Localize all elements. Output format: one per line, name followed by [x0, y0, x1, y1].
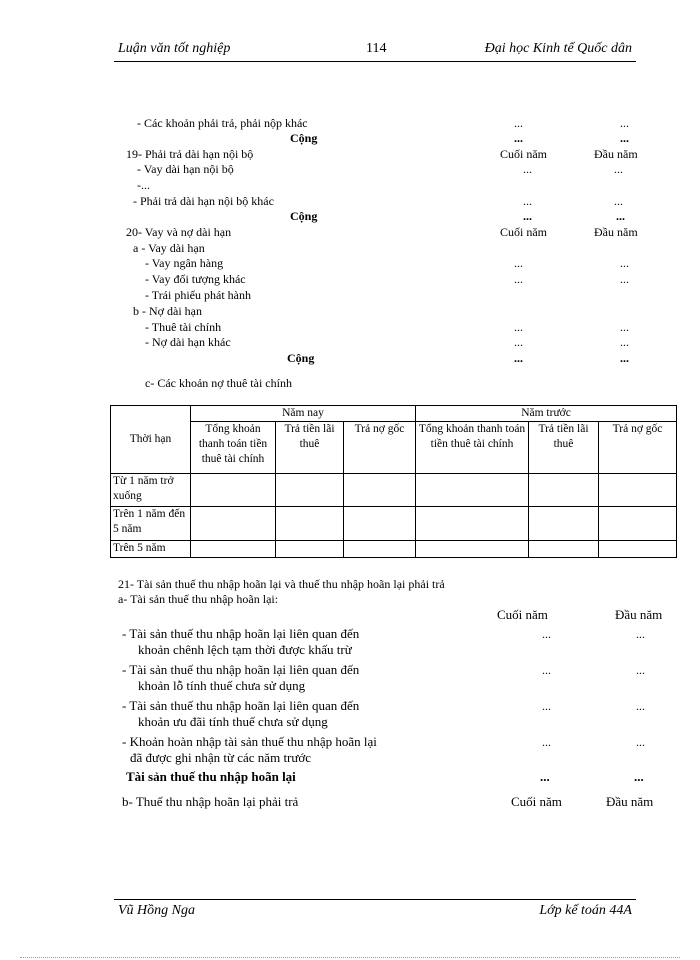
value-end: ... [514, 320, 523, 334]
total-label: Cộng [290, 209, 318, 223]
item-ellipsis: -... [137, 178, 150, 192]
th-principal: Trả nợ gốc [344, 422, 416, 474]
cell [599, 507, 677, 541]
col-end-year: Cuối năm [497, 607, 548, 622]
table-row [111, 541, 677, 558]
cell [344, 507, 416, 541]
section-20-title: 20- Vay và nợ dài hạn [126, 225, 232, 239]
value-begin: ... [620, 116, 629, 130]
total-begin: ... [620, 351, 629, 365]
cell [529, 474, 599, 507]
value-begin: ... [620, 320, 629, 334]
total-begin: ... [616, 209, 625, 223]
total-label: Cộng [287, 351, 315, 365]
th-principal: Trả nợ gốc [599, 422, 677, 474]
footer-rule [114, 899, 636, 900]
value-end: ... [514, 335, 523, 349]
sub-a-title: a- Tài sản thuế thu nhập hoãn lại: [118, 592, 279, 606]
item-3-line-2: khoản ưu đãi tính thuế chưa sử dụng [138, 714, 328, 729]
footer-left: Vũ Hồng Nga [118, 903, 195, 918]
table-row [111, 507, 677, 541]
total-end: ... [514, 131, 523, 145]
value-end: ... [542, 735, 551, 749]
cell [416, 541, 529, 558]
th-this-year: Năm nay [191, 406, 416, 422]
th-total-payment: Tổng khoản thanh toán tiền thuê tài chính [191, 422, 276, 474]
total-deferred-tax-assets: Tài sản thuế thu nhập hoãn lại [126, 769, 296, 784]
th-interest: Trả tiền lãi thuê [529, 422, 599, 474]
col-end-year: Cuối năm [511, 794, 562, 809]
total-end: ... [540, 769, 550, 784]
item-2-line-2: khoản lỗ tính thuế chưa sử dụng [138, 678, 306, 693]
value-begin: ... [636, 699, 645, 713]
item-other-payables: - Các khoản phải trả, phải nộp khác [137, 116, 308, 130]
total-begin: ... [620, 131, 629, 145]
value-begin: ... [620, 272, 629, 286]
cell [599, 541, 677, 558]
sub-a-title: a - Vay dài hạn [133, 241, 205, 255]
value-end: ... [514, 256, 523, 270]
cell [276, 474, 344, 507]
value-begin: ... [636, 627, 645, 641]
cell [191, 507, 276, 541]
cell [344, 474, 416, 507]
item-bonds: - Trái phiếu phát hành [145, 288, 251, 302]
item-bank-loan: - Vay ngân hàng [145, 256, 224, 270]
cell [416, 507, 529, 541]
row-label: Trên 5 năm [111, 541, 191, 558]
cell [344, 541, 416, 558]
item-4-line-1: - Khoản hoàn nhập tài sản thuế thu nhập hoãn lại [122, 734, 377, 749]
value-end: ... [523, 194, 532, 208]
total-end: ... [514, 351, 523, 365]
value-begin: ... [614, 162, 623, 176]
th-period: Thời hạn [111, 406, 191, 474]
table-row [111, 474, 677, 507]
value-end: ... [542, 627, 551, 641]
cell [276, 541, 344, 558]
col-begin-year: Đầu năm [615, 607, 663, 622]
header-right: Đại học Kinh tế Quốc dân [484, 41, 632, 56]
th-last-year: Năm trước [416, 406, 677, 422]
value-end: ... [542, 663, 551, 677]
total-begin: ... [634, 769, 644, 784]
item-1-line-2: khoản chênh lệch tạm thời được khấu trừ [138, 642, 352, 657]
col-end-year: Cuối năm [500, 225, 547, 239]
value-end: ... [514, 272, 523, 286]
sub-b-title: b - Nợ dài hạn [133, 304, 202, 318]
cell [529, 541, 599, 558]
col-begin-year: Đầu năm [606, 794, 654, 809]
value-begin: ... [620, 256, 629, 270]
page-number: 114 [366, 41, 387, 56]
item-1-line-1: - Tài sản thuế thu nhập hoãn lại liên quan đến [122, 626, 360, 641]
value-begin: ... [620, 335, 629, 349]
item-other-internal: - Phải trả dài hạn nội bộ khác [133, 194, 274, 208]
total-end: ... [523, 209, 532, 223]
item-4-line-2: đã được ghi nhận từ các năm trước [130, 750, 312, 765]
value-end: ... [514, 116, 523, 130]
cell [416, 474, 529, 507]
col-begin-year: Đầu năm [594, 147, 638, 161]
item-other-loan: - Vay đối tượng khác [145, 272, 246, 286]
col-begin-year: Đầu năm [594, 225, 638, 239]
footer-right: Lớp kế toán 44A [539, 903, 632, 918]
item-other-debt: - Nợ dài hạn khác [145, 335, 231, 349]
col-end-year: Cuối năm [500, 147, 547, 161]
value-begin: ... [636, 735, 645, 749]
value-begin: ... [636, 663, 645, 677]
finance-lease-table [110, 405, 677, 558]
cell [599, 474, 677, 507]
item-finance-lease: - Thuê tài chính [145, 320, 222, 334]
cell [191, 541, 276, 558]
page-edge-divider [20, 957, 680, 958]
th-total-payment: Tổng khoản thanh toán tiền thuê tài chính [416, 422, 529, 474]
cell [529, 507, 599, 541]
sub-b-title: b- Thuế thu nhập hoãn lại phải trả [122, 794, 299, 809]
item-internal-loan: - Vay dài hạn nội bộ [137, 162, 234, 176]
value-end: ... [523, 162, 532, 176]
item-2-line-1: - Tài sản thuế thu nhập hoãn lại liên quan đến [122, 662, 360, 677]
value-begin: ... [614, 194, 623, 208]
total-label: Cộng [290, 131, 318, 145]
row-label: Trên 1 năm đến 5 năm [111, 507, 191, 541]
item-3-line-1: - Tài sản thuế thu nhập hoãn lại liên quan đến [122, 698, 360, 713]
th-interest: Trả tiền lãi thuê [276, 422, 344, 474]
cell [276, 507, 344, 541]
header-rule [114, 61, 636, 62]
value-end: ... [542, 699, 551, 713]
section-21-title: 21- Tài sản thuế thu nhập hoãn lại và thuế thu nhập hoãn lại phải trả [118, 577, 445, 591]
sub-c-title: c- Các khoản nợ thuê tài chính [145, 376, 292, 390]
section-19-title: 19- Phải trả dài hạn nội bộ [126, 147, 254, 161]
header-left: Luận văn tốt nghiệp [118, 41, 231, 56]
cell [191, 474, 276, 507]
row-label: Từ 1 năm trở xuống [111, 474, 191, 507]
